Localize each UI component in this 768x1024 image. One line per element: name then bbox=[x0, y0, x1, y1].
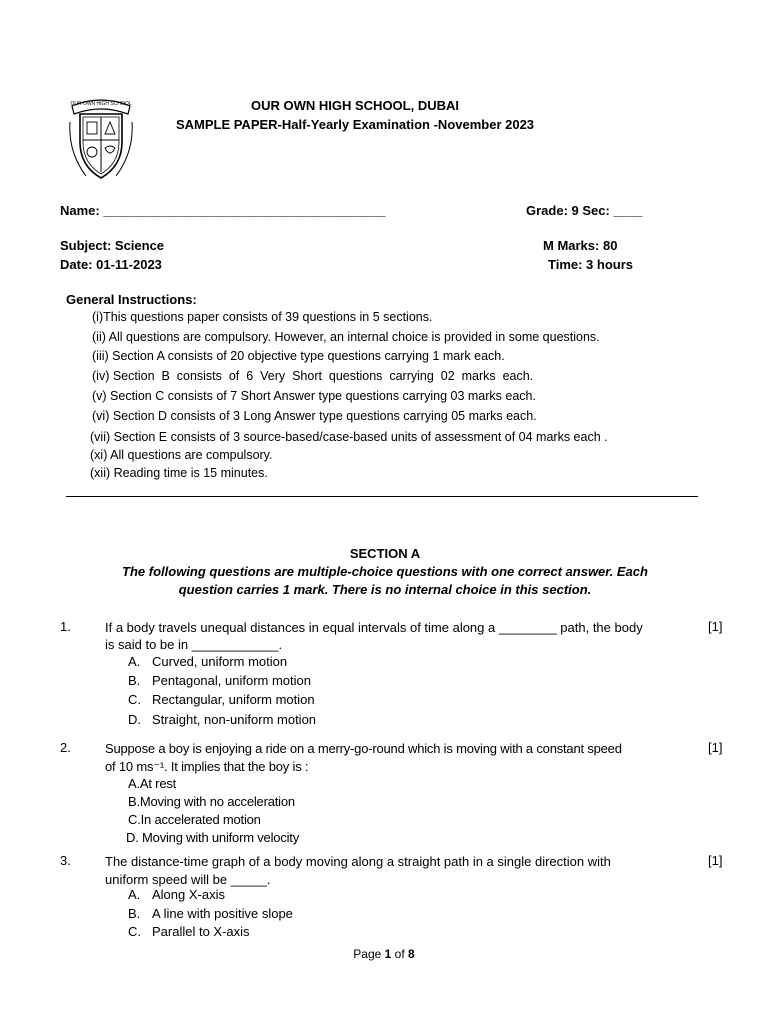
page-number: Page 1 of 8 bbox=[353, 947, 415, 961]
answer-option: D. Straight, non-uniform motion bbox=[128, 712, 317, 727]
question-marks: [1] bbox=[708, 619, 723, 634]
instruction-item: (iii) Section A consists of 20 objective type questions carrying 1 mark each. bbox=[92, 349, 505, 363]
instruction-item: (xii) Reading time is 15 minutes. bbox=[90, 466, 268, 480]
answer-option: C. Parallel to X-axis bbox=[128, 924, 250, 939]
instruction-item: (xi) All questions are compulsory. bbox=[90, 448, 273, 462]
question-marks: [1] bbox=[708, 740, 723, 755]
instruction-item: (i)This questions paper consists of 39 questions in 5 sections. bbox=[92, 310, 433, 324]
name-field-label: Name: _______________________________________ bbox=[60, 203, 386, 218]
crest-text: OUR OWN HIGH SCHOOL bbox=[70, 101, 132, 107]
answer-option: A. Curved, uniform motion bbox=[128, 654, 288, 669]
grade-section-label: Grade: 9 Sec: ____ bbox=[526, 203, 643, 218]
question-text: Suppose a boy is enjoying a ride on a merry-go-round which is moving with a constant speed bbox=[105, 741, 622, 756]
instruction-item: (iv) Section B consists of 6 Very Short questions carrying 02 marks each. bbox=[92, 369, 534, 383]
answer-option: B. A line with positive slope bbox=[128, 906, 293, 921]
answer-option: B.Moving with no acceleration bbox=[128, 794, 295, 809]
question-text: is said to be in ____________. bbox=[105, 637, 283, 652]
answer-option: B. Pentagonal, uniform motion bbox=[128, 673, 311, 688]
question-number: 3. bbox=[60, 853, 71, 868]
answer-option: A.At rest bbox=[128, 776, 177, 791]
answer-option: C.In accelerated motion bbox=[128, 812, 261, 827]
school-name: OUR OWN HIGH SCHOOL, DUBAI bbox=[251, 98, 459, 113]
instructions-heading: General Instructions: bbox=[66, 292, 197, 307]
max-marks-label: M Marks: 80 bbox=[543, 238, 618, 253]
exam-time-label: Time: 3 hours bbox=[548, 257, 634, 272]
instruction-item: (v) Section C consists of 7 Short Answer type questions carrying 03 marks each. bbox=[92, 389, 536, 403]
section-description: The following questions are multiple-choice questions with one correct answer. Each bbox=[122, 564, 648, 579]
answer-option: D. Moving with uniform velocity bbox=[126, 830, 299, 845]
question-text: uniform speed will be _____. bbox=[105, 872, 271, 887]
paper-title: SAMPLE PAPER-Half-Yearly Examination -November 2023 bbox=[175, 117, 535, 132]
question-number: 2. bbox=[60, 740, 71, 755]
section-description: question carries 1 mark. There is no internal choice in this section. bbox=[178, 582, 592, 597]
exam-date-label: Date: 01-11-2023 bbox=[60, 257, 162, 272]
question-text: If a body travels unequal distances in equal intervals of time along a ________ path, the body bbox=[105, 620, 643, 635]
instruction-item: (vi) Section D consists of 3 Long Answer type questions carrying 05 marks each. bbox=[92, 409, 537, 423]
question-marks: [1] bbox=[708, 853, 723, 868]
divider-line bbox=[66, 496, 698, 497]
question-number: 1. bbox=[60, 619, 71, 634]
question-text: of 10 ms⁻¹. It implies that the boy is : bbox=[105, 759, 309, 774]
question-text: The distance-time graph of a body moving along a straight path in a single direction with bbox=[105, 854, 611, 869]
subject-label: Subject: Science bbox=[60, 238, 165, 253]
instruction-item: (ii) All questions are compulsory. However, an internal choice is provided in some questions. bbox=[92, 330, 600, 344]
section-title: SECTION A bbox=[349, 546, 421, 561]
answer-option: C. Rectangular, uniform motion bbox=[128, 692, 315, 707]
instruction-item: (vii) Section E consists of 3 source-based/case-based units of assessment of 04 marks each . bbox=[90, 430, 608, 444]
answer-option: A. Along X-axis bbox=[128, 887, 225, 902]
